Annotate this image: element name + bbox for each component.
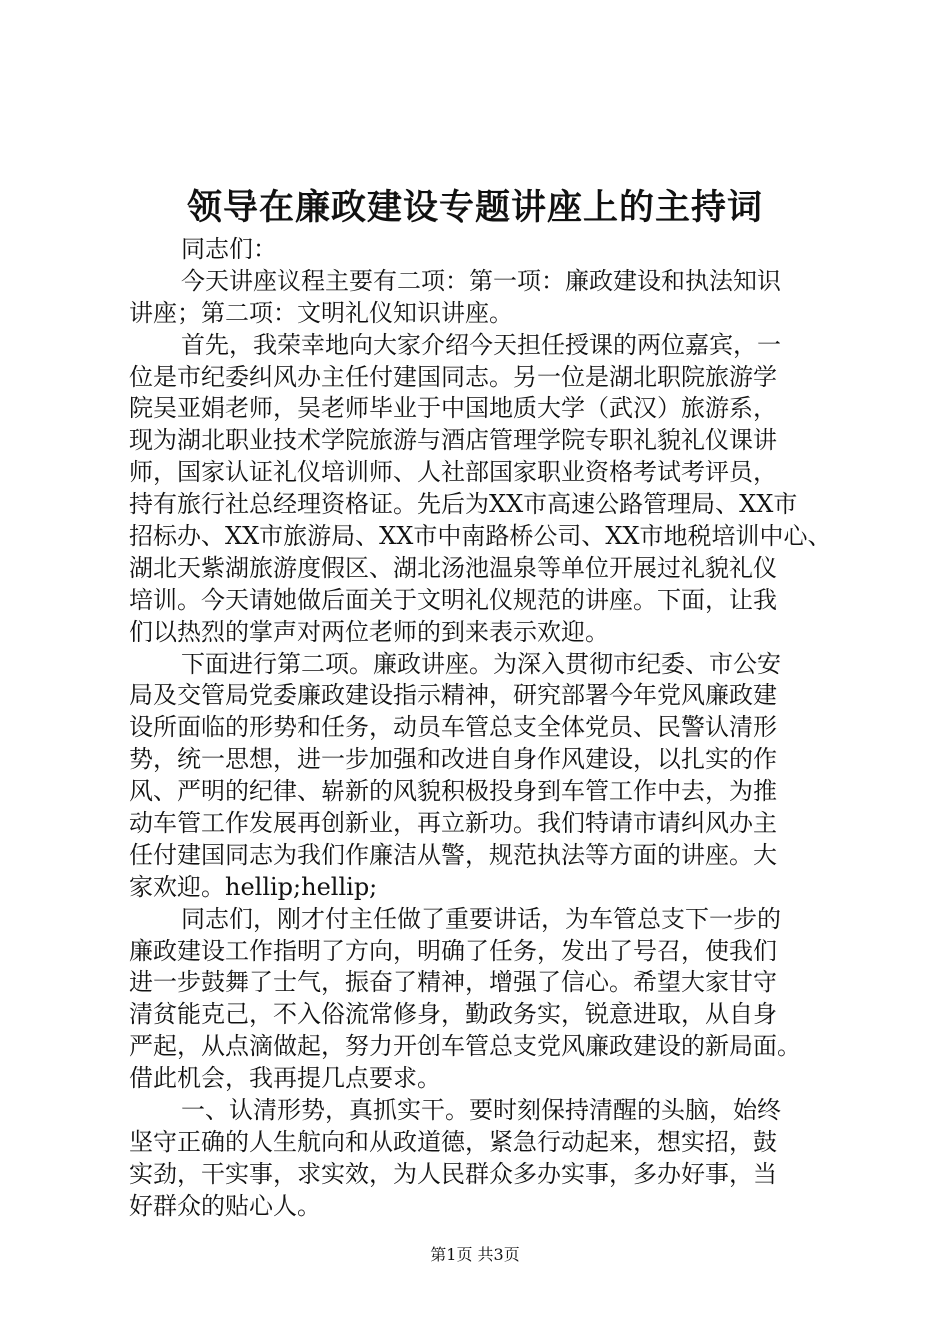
text-line: 实劲，干实事，求实效，为人民群众多办实事，多办好事，当 [129, 1159, 777, 1188]
text-line: 院吴亚娟老师，吴老师毕业于中国地质大学（武汉）旅游系， [129, 394, 777, 423]
text-line: 一、认清形势，真抓实干。要时刻保持清醒的头脑，始终 [181, 1096, 781, 1125]
text-line: 动车管工作发展再创新业，再立新功。我们特请市请纠风办主 [129, 809, 777, 838]
text-line: 下面进行第二项。廉政讲座。为深入贯彻市纪委、市公安 [181, 649, 781, 678]
text-line: 风、严明的纪律、崭新的风貌积极投身到车管工作中去，为推 [129, 777, 777, 806]
paragraph-closing-remarks [129, 904, 851, 1095]
text-line: 招标办、XX市旅游局、XX市中南路桥公司、XX市地税培训中心、 [129, 522, 832, 551]
paragraph-integrity-lecture [129, 649, 851, 904]
text-line: 局及交管局党委廉政建设指示精神，研究部署今年党风廉政建 [129, 681, 777, 710]
page-indicator: 第1页 共3页 [430, 1245, 520, 1264]
text-line: 好群众的贴心人。 [129, 1191, 321, 1220]
text-line: 借此机会，我再提几点要求。 [129, 1064, 441, 1093]
paragraph-guest-introduction [129, 330, 851, 649]
text-line: 同志们： [181, 235, 277, 263]
paragraph-agenda [129, 266, 851, 330]
text-line: 首先，我荣幸地向大家介绍今天担任授课的两位嘉宾，一 [181, 330, 781, 359]
text-line: 同志们，刚才付主任做了重要讲话，为车管总支下一步的 [181, 904, 781, 933]
text-line: 讲座；第二项：文明礼仪知识讲座。 [129, 298, 513, 327]
text-line: 家欢迎。hellip;hellip; [129, 872, 378, 901]
text-line: 坚守正确的人生航向和从政道德，紧急行动起来，想实招，鼓 [129, 1127, 777, 1156]
text-line: 廉政建设工作指明了方向，明确了任务，发出了号召，使我们 [129, 936, 777, 965]
text-line: 严起，从点滴做起，努力开创车管总支党风廉政建设的新局面。 [129, 1032, 801, 1061]
text-line: 势，统一思想，进一步加强和改进自身作风建设，以扎实的作 [129, 745, 777, 774]
text-line: 培训。今天请她做后面关于文明礼仪规范的讲座。下面，让我 [129, 585, 777, 614]
text-line: 进一步鼓舞了士气，振奋了精神，增强了信心。希望大家甘守 [129, 968, 777, 997]
text-line: 清贫能克己，不入俗流常修身，勤政务实，锐意进取，从自身 [129, 1000, 777, 1029]
text-line: 设所面临的形势和任务，动员车管总支全体党员、民警认清形 [129, 713, 777, 742]
paragraph-requirement-one [129, 1095, 851, 1223]
text-line: 今天讲座议程主要有二项：第一项：廉政建设和执法知识 [181, 266, 781, 295]
document-body [129, 234, 851, 1223]
text-line: 现为湖北职业技术学院旅游与酒店管理学院专职礼貌礼仪课讲 [129, 426, 777, 455]
text-line: 任付建国同志为我们作廉洁从警，规范执法等方面的讲座。大 [129, 840, 777, 869]
text-line: 湖北天紫湖旅游度假区、湖北汤池温泉等单位开展过礼貌礼仪 [129, 553, 777, 582]
paragraph-greeting [129, 234, 851, 266]
text-line: 师，国家认证礼仪培训师、人社部国家职业资格考试考评员， [129, 458, 777, 487]
document-title: 领导在廉政建设专题讲座上的主持词 [186, 187, 763, 228]
text-line: 位是市纪委纠风办主任付建国同志。另一位是湖北职院旅游学 [129, 362, 777, 391]
text-line: 们以热烈的掌声对两位老师的到来表示欢迎。 [129, 617, 609, 646]
text-line: 持有旅行社总经理资格证。先后为XX市高速公路管理局、XX市 [129, 490, 798, 519]
